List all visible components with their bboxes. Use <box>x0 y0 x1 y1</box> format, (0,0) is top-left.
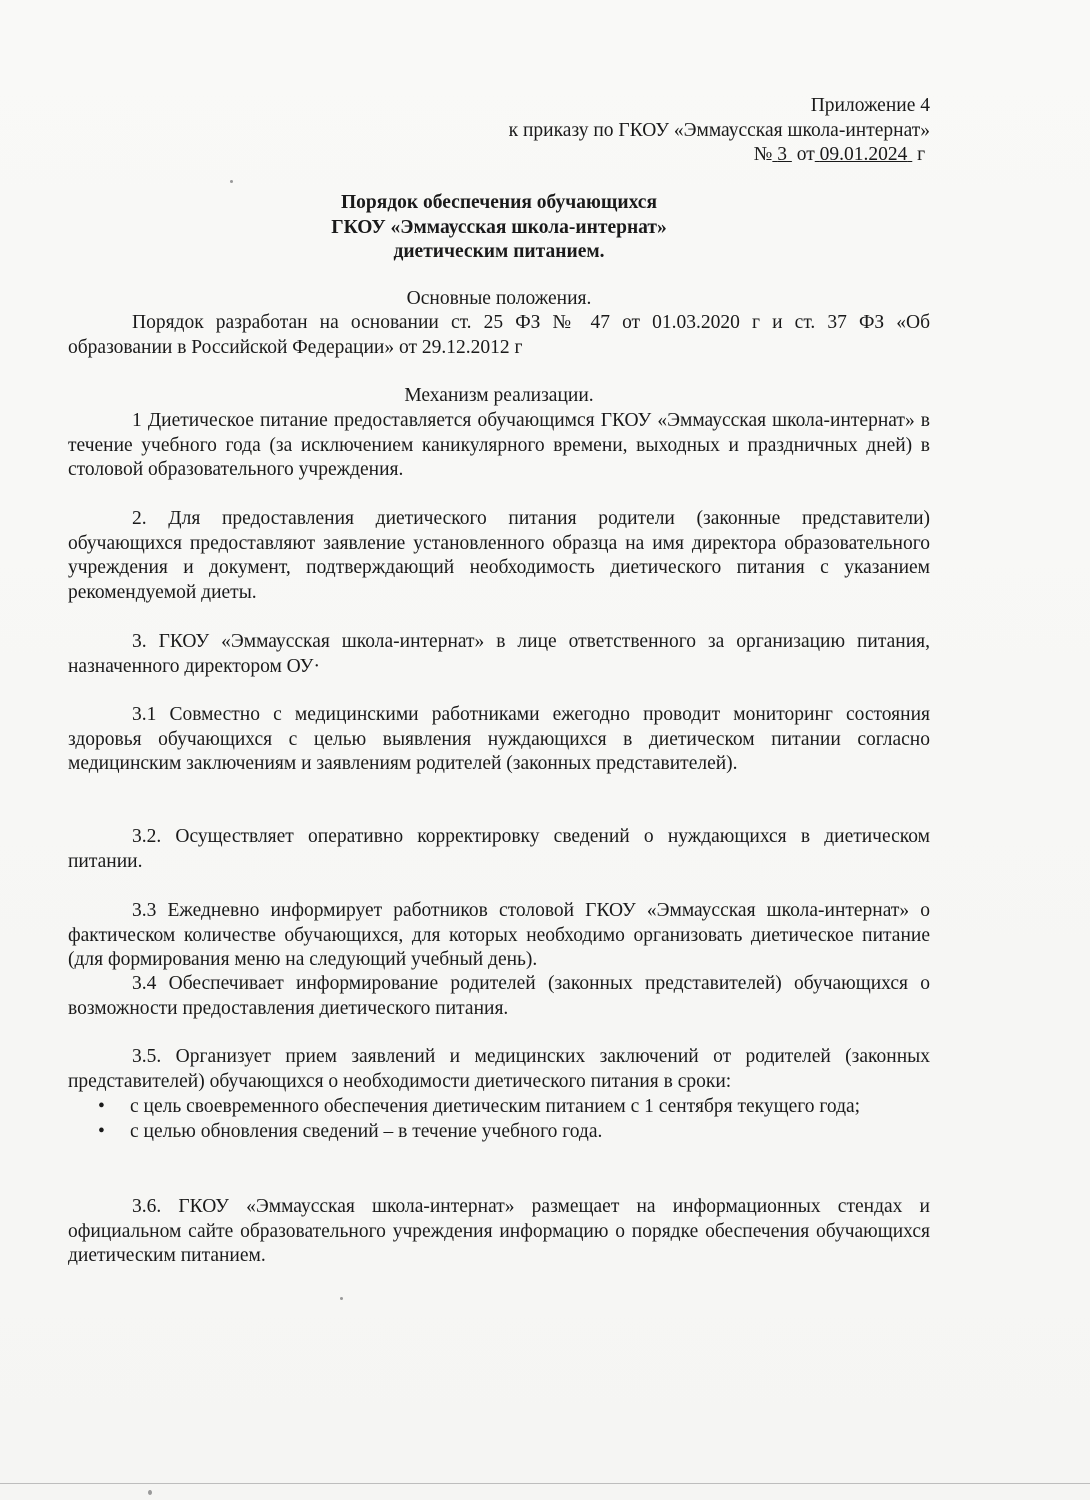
paragraph-3: 3. ГКОУ «Эммаусская школа-интернат» в лице ответственного за организацию питания, назначенного директором ОУ· <box>68 631 930 677</box>
deadline-list <box>68 1095 930 1144</box>
section-heading-mechanism: Механизм реализации. <box>404 385 594 406</box>
scan-edge-line <box>0 1483 1090 1484</box>
appendix-header <box>68 94 930 168</box>
basic-provisions-text: Порядок разработан на основании ст. 25 ФЗ № 47 от 01.03.2020 г и ст. 37 ФЗ «Об образовании в Российской Федерации» от 29.12.2012 г <box>68 312 930 358</box>
paragraph-3-2: 3.2. Осуществляет оперативно корректировку сведений о нуждающихся в диетическом питании. <box>68 826 930 872</box>
scan-speck <box>230 180 233 183</box>
order-number: 3 <box>777 144 787 165</box>
bullet-icon: • <box>98 1120 105 1142</box>
document-title <box>68 191 930 265</box>
list-item: • с целью обновления сведений – в течение учебного года. <box>68 1120 930 1145</box>
bullet-icon: • <box>98 1096 105 1117</box>
order-reference: к приказу по ГКОУ «Эммаусская школа-интернат» <box>508 119 930 141</box>
paragraph-2: 2. Для предоставления диетического питания родители (законные представители) обучающихся предоставляют заявление установленного образца на имя директора образовательного учреждения и документ, подтверждающий необходимость диетического питания с указанием рекомендуемой диеты. <box>68 508 930 603</box>
scan-speck <box>148 1490 152 1495</box>
order-date: 09.01.2024 <box>819 144 908 165</box>
appendix-label: Приложение 4 <box>810 95 930 116</box>
paragraph-3-3: 3.3 Ежедневно информирует работников столовой ГКОУ «Эммаусская школа-интернат» о фактическом количестве обучающихся, для которых необходимо организовать диетическое питание (для формирования меню на следующий учебный день). <box>68 900 930 970</box>
title-line-2: ГКОУ «Эммаусская школа-интернат» <box>331 216 667 238</box>
title-line-1: Порядок обеспечения обучающихся <box>340 192 658 213</box>
list-item: • с цель своевременного обеспечения диетическим питанием с 1 сентября текущего года; <box>68 1095 930 1120</box>
scan-speck <box>340 1297 343 1300</box>
order-number-date: № 3 от 09.01.2024 г <box>753 144 926 165</box>
section-heading-basic: Основные положения. <box>406 288 592 309</box>
paragraph-3-5: 3.5. Организует прием заявлений и медицинских заключений от родителей (законных представителей) обучающихся о необходимости диетического питания в сроки: <box>68 1046 930 1092</box>
paragraph-3-1: 3.1 Совместно с медицинскими работниками ежегодно проводит мониторинг состояния здоровья обучающихся с целью выявления нуждающихся в диетическом питании согласно медицинским заключениям и заявлениям родителей (законных представителей). <box>68 704 930 774</box>
paragraph-3-4: 3.4 Обеспечивает информирование родителей (законных представителей) обучающихся о возможности предоставления диетического питания. <box>68 973 930 1019</box>
paragraph-3-6: 3.6. ГКОУ «Эммаусская школа-интернат» размещает на информационных стендах и официальном сайте образовательного учреждения информацию о порядке обеспечения обучающихся диетическим питанием. <box>68 1196 930 1266</box>
paragraph-1: 1 Диетическое питание предоставляется обучающимся ГКОУ «Эммаусская школа-интернат» в течение учебного года (за исключением каникулярного времени, выходных и праздничных дней) в столовой образовательного учреждения. <box>68 410 930 480</box>
title-line-3: диетическим питанием. <box>393 241 605 262</box>
